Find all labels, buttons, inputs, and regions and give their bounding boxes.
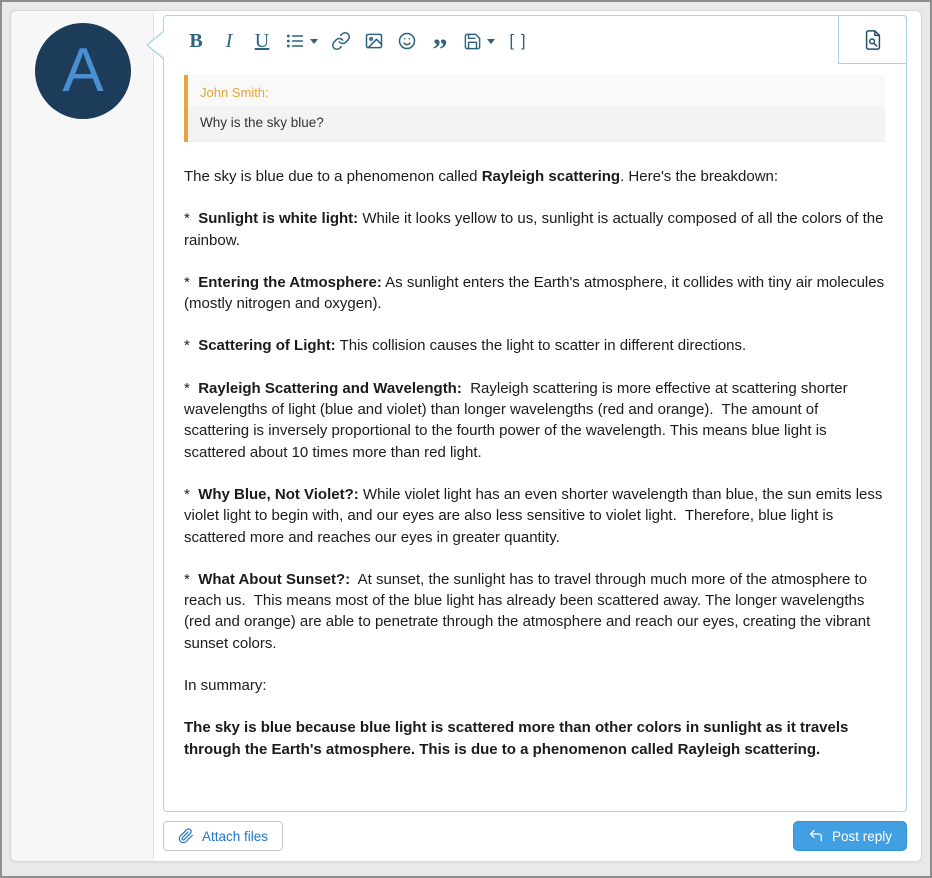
- bold-icon: B: [189, 30, 203, 52]
- paragraph: * Entering the Atmosphere: As sunlight enters the Earth's atmosphere, it collides with tiny air molecules (mostly nitrogen and oxygen).: [184, 273, 889, 313]
- bold-button[interactable]: [184, 25, 208, 57]
- post-reply-label: Post reply: [831, 828, 892, 844]
- editor-body[interactable]: [184, 166, 889, 760]
- attach-files-label: Attach files: [202, 828, 269, 844]
- paragraph: * Why Blue, Not Violet?: While violet light has an even shorter wavelength than blue, the sun emits less violet light to begin with, and our eyes are also less sensitive to violet light. Therefore, blue light is scattered more and reaches our eyes in greater quantity.: [184, 485, 887, 546]
- underline-button[interactable]: [250, 25, 274, 57]
- editor-toolbar: [164, 16, 906, 64]
- underline-icon: U: [254, 30, 270, 52]
- italic-button[interactable]: [217, 25, 241, 57]
- quote-author: John Smith:: [188, 75, 885, 106]
- quote-button[interactable]: ”: [428, 25, 452, 57]
- editor-content[interactable]: [164, 64, 906, 760]
- composer-card: [10, 10, 922, 862]
- paperclip-icon: [178, 828, 194, 844]
- link-button[interactable]: [329, 25, 353, 57]
- reply-editor[interactable]: [163, 15, 907, 812]
- insert-image-button[interactable]: [362, 25, 386, 57]
- emoji-icon: [397, 31, 417, 51]
- paragraph: * What About Sunset?: At sunset, the sunlight has to travel through much more of the atmosphere to reach us. This means most of the blue light has already been scattered away. The longer wavelengths (red and orange) are able to penetrate through the atmosphere and reach our eyes, creating the vibrant sunset colors.: [184, 570, 875, 652]
- reply-arrow-icon: [808, 828, 824, 844]
- image-icon: [364, 31, 384, 51]
- paragraph: * Scattering of Light: This collision causes the light to scatter in different directions.: [184, 337, 747, 355]
- avatar[interactable]: [35, 23, 131, 119]
- emoji-button[interactable]: [395, 25, 419, 57]
- avatar-letter: A: [62, 36, 104, 105]
- italic-icon: I: [225, 30, 233, 52]
- preview-button[interactable]: [838, 15, 907, 64]
- save-draft-dropdown-button[interactable]: [461, 25, 497, 57]
- caret-down-icon: [310, 39, 318, 44]
- brackets-icon: [ ]: [509, 31, 527, 50]
- post-reply-button[interactable]: [793, 821, 907, 851]
- author-sidebar: [11, 11, 154, 861]
- attach-files-button[interactable]: [163, 821, 283, 851]
- paragraph: * Rayleigh Scattering and Wavelength: Rayleigh scattering is more effective at scattering shorter wavelengths of light (blue and violet) than longer wavelengths (red and orange). The amount of scattering is inversely proportional to the fourth power of the wavelength. This means blue light is scattered about 10 times more than red light.: [184, 379, 852, 461]
- paragraph: The sky is blue due to a phenomenon called Rayleigh scattering. Here's the breakdown:: [184, 168, 779, 185]
- paragraph: * Sunlight is white light: While it looks yellow to us, sunlight is actually composed of all the colors of the rainbow.: [184, 210, 888, 249]
- composer-actions: [163, 819, 907, 853]
- caret-down-icon: [487, 39, 495, 44]
- preview-icon: [862, 29, 884, 51]
- unordered-list-icon: [285, 31, 305, 51]
- quoted-message: [184, 75, 885, 142]
- list-dropdown-button[interactable]: [283, 25, 320, 57]
- link-icon: [331, 31, 351, 51]
- quote-text: Why is the sky blue?: [188, 106, 885, 142]
- paragraph: The sky is blue because blue light is scattered more than other colors in sunlight as it travels through the Earth's atmosphere. This is due to a phenomenon called Rayleigh scattering.: [184, 719, 853, 758]
- save-icon: [463, 32, 482, 51]
- paragraph: In summary:: [184, 677, 267, 695]
- code-brackets-button[interactable]: [506, 25, 530, 57]
